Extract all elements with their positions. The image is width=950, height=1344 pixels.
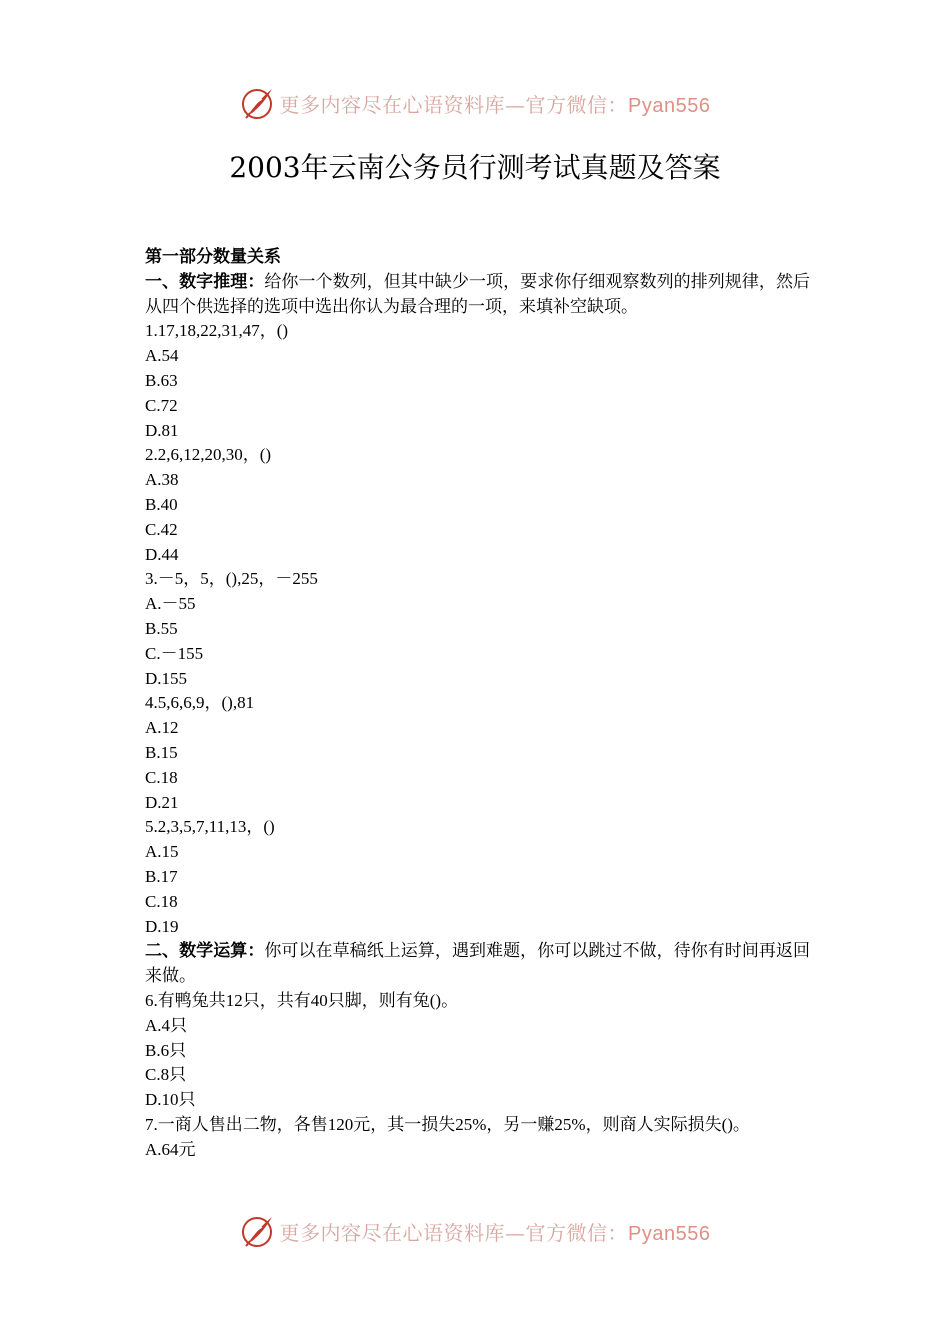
option: C.72 xyxy=(145,395,178,415)
banner-text: 更多内容尽在心语资料库—官方微信：Pyan556 xyxy=(279,1220,711,1245)
option: C.－155 xyxy=(145,643,204,663)
option: A.64元 xyxy=(145,1139,196,1159)
option: B.17 xyxy=(145,866,178,886)
wechat-id: Pyan556 xyxy=(628,1222,711,1245)
question-stem: 6.有鸭兔共12只，共有40只脚，则有兔()。 xyxy=(145,990,459,1010)
question-1 xyxy=(145,319,810,443)
question-stem: 7.一商人售出二物，各售120元，其一损失25%，另一赚25%，则商人实际损失()。 xyxy=(145,1114,750,1134)
question-stem: 1.17,18,22,31,47，() xyxy=(145,321,289,341)
question-stem: 5.2,3,5,7,11,13，() xyxy=(145,817,275,837)
option: A.4只 xyxy=(145,1015,188,1035)
option: C.18 xyxy=(145,767,178,787)
option: A.54 xyxy=(145,346,179,366)
footer-banner xyxy=(0,1211,950,1251)
option: A.38 xyxy=(145,470,179,490)
option: A.15 xyxy=(145,842,179,862)
option: D.21 xyxy=(145,792,179,812)
option: B.55 xyxy=(145,618,178,638)
option: D.81 xyxy=(145,420,179,440)
option: D.10只 xyxy=(145,1090,196,1110)
question-6 xyxy=(145,989,810,1113)
option: D.44 xyxy=(145,544,179,564)
option: A.12 xyxy=(145,718,179,738)
part-heading: 第一部分数量关系 xyxy=(145,247,281,266)
option: B.6只 xyxy=(145,1040,187,1060)
banner-text: 更多内容尽在心语资料库—官方微信：Pyan556 xyxy=(279,92,711,117)
quill-logo-icon xyxy=(240,1213,276,1249)
question-stem: 4.5,6,6,9，(),81 xyxy=(145,693,255,713)
question-stem: 3.－5，5，(),25，－255 xyxy=(145,569,318,589)
question-3 xyxy=(145,567,810,691)
option: A.－55 xyxy=(145,594,196,614)
option: D.19 xyxy=(145,916,179,936)
question-2 xyxy=(145,443,810,567)
option: D.155 xyxy=(145,668,188,688)
quill-logo-icon xyxy=(240,85,276,121)
option: C.18 xyxy=(145,891,178,911)
question-5 xyxy=(145,815,810,939)
option: B.40 xyxy=(145,494,178,514)
header-banner xyxy=(0,83,950,123)
question-7 xyxy=(145,1113,810,1163)
option: C.42 xyxy=(145,519,178,539)
document-body xyxy=(145,245,810,1162)
option: C.8只 xyxy=(145,1065,187,1085)
question-stem: 2.2,6,12,20,30，() xyxy=(145,445,272,465)
question-4 xyxy=(145,691,810,815)
section-intro: 二、数学运算：你可以在草稿纸上运算，遇到难题，你可以跳过不做，待你有时间再返回来做。 xyxy=(145,941,811,986)
wechat-id: Pyan556 xyxy=(628,94,711,117)
option: B.15 xyxy=(145,742,178,762)
option: B.63 xyxy=(145,370,178,390)
document-title: 2003年云南公务员行测考试真题及答案 xyxy=(229,151,721,184)
section-intro: 一、数字推理：给你一个数列，但其中缺少一项，要求你仔细观察数列的排列规律，然后从四个供选择的选项中选出你认为最合理的一项，来填补空缺项。 xyxy=(145,271,811,316)
